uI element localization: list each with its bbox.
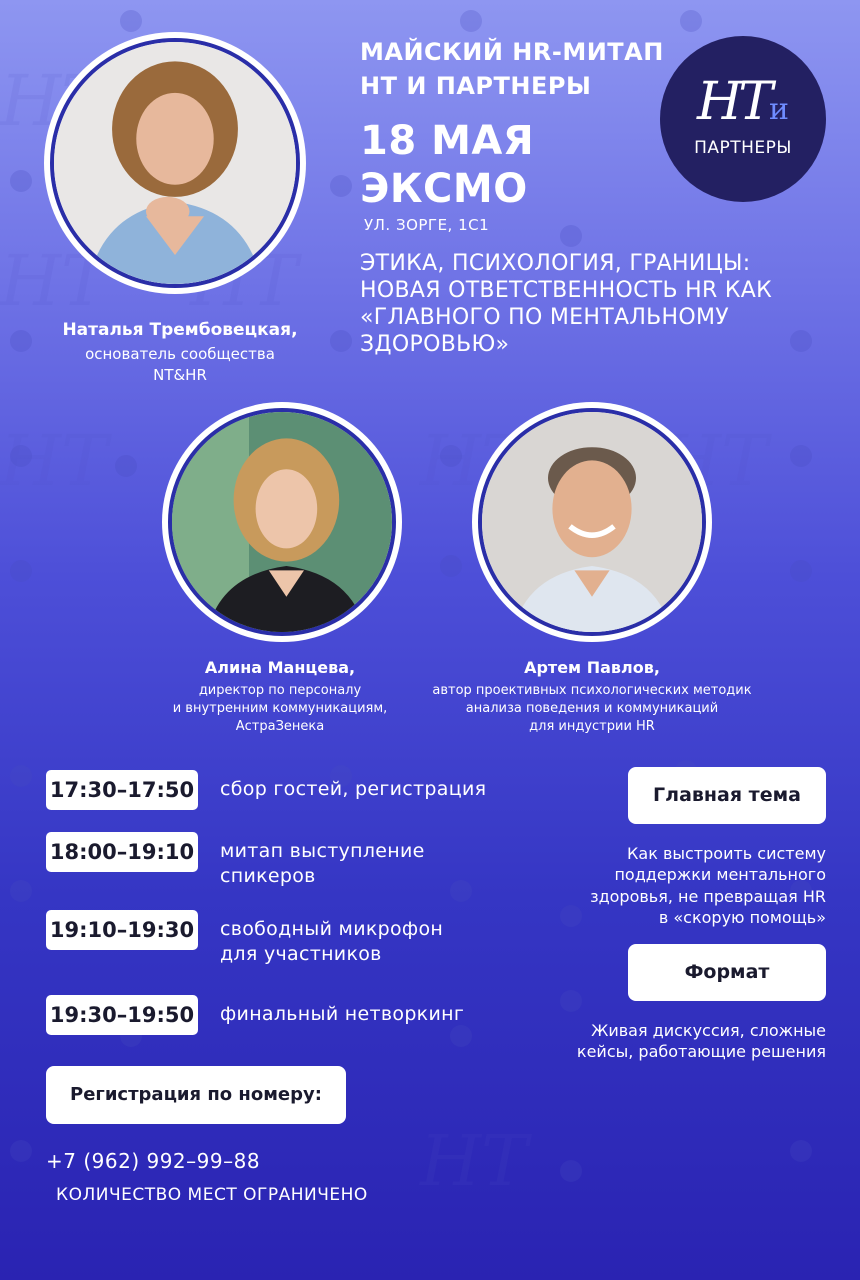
portrait-image	[172, 412, 392, 632]
schedule-desc: свободный микрофон для участников	[220, 918, 444, 965]
schedule-time: 19:10–19:30	[46, 910, 198, 950]
speaker-photo-natalya	[44, 32, 306, 294]
speaker-role: АстраЗенека	[235, 719, 325, 734]
registration-label: Регистрация по номеру:	[46, 1066, 346, 1124]
logo-mark: НТи	[696, 72, 790, 132]
watermark-logo: НТ	[190, 240, 298, 322]
schedule-time: 18:00–19:10	[46, 832, 198, 872]
watermark-logo: НТ	[420, 1120, 528, 1202]
schedule-desc: финальный нетворкинг	[220, 1003, 465, 1025]
registration-phone: +7 (962) 992–99–88	[46, 1149, 261, 1173]
schedule-time: 17:30–17:50	[46, 770, 198, 810]
speaker-name: Алина Манцева,	[204, 658, 356, 677]
portrait-image	[482, 412, 702, 632]
speaker-role: автор проективных психологических методик	[432, 683, 752, 698]
event-venue: ЭКСМО	[360, 166, 528, 212]
event-title: НТ И ПАРТНЕРЫ	[360, 72, 592, 100]
watermark-logo: НТ	[0, 420, 108, 502]
format-label: Формат	[628, 944, 826, 1001]
speaker-role: директор по персоналу	[198, 683, 362, 698]
schedule-desc: сбор гостей, регистрация	[220, 778, 487, 800]
watermark-logo: НТ	[420, 420, 528, 502]
speaker-name: Наталья Трембовецкая,	[62, 320, 298, 340]
portrait-image	[54, 42, 296, 284]
brand-logo	[660, 36, 826, 202]
schedule-time: 19:30–19:50	[46, 995, 198, 1035]
speaker-role: и внутренним коммуникациям,	[172, 701, 388, 716]
event-date: 18 МАЯ	[360, 118, 535, 164]
watermark-logo: НТ	[0, 240, 108, 322]
logo-text: ПАРТНЕРЫ	[694, 138, 792, 158]
schedule-desc: митап выступление спикеров	[220, 840, 425, 887]
speaker-photo-artem	[472, 402, 712, 642]
watermark-logo: НТ	[660, 420, 768, 502]
event-address: УЛ. ЗОРГЕ, 1С1	[364, 216, 490, 234]
main-topic-text: Как выстроить систему поддержки ментального здоровья, не превращая HR в «скорую помощь»	[590, 844, 826, 927]
main-topic-label: Главная тема	[628, 767, 826, 824]
format-text: Живая дискуссия, сложные кейсы, работающие решения	[576, 1021, 826, 1062]
watermark-logo: НТ	[0, 60, 108, 142]
speaker-photo-alina	[162, 402, 402, 642]
limited-seats-note: КОЛИЧЕСТВО МЕСТ ОГРАНИЧЕНО	[56, 1185, 368, 1205]
event-title: МАЙСКИЙ HR-МИТАП	[360, 38, 664, 66]
speaker-role: NT&HR	[153, 366, 207, 384]
speaker-role: основатель сообщества	[85, 345, 275, 363]
speaker-name: Артем Павлов,	[524, 658, 660, 677]
speaker-role: для индустрии HR	[529, 719, 655, 734]
speaker-role: анализа поведения и коммуникаций	[465, 701, 719, 716]
event-theme: ЭТИКА, ПСИХОЛОГИЯ, ГРАНИЦЫ: НОВАЯ ОТВЕТСТВЕННОСТЬ HR КАК «ГЛАВНОГО ПО МЕНТАЛЬНОМУ ЗДОРОВЬЮ»	[360, 251, 773, 358]
